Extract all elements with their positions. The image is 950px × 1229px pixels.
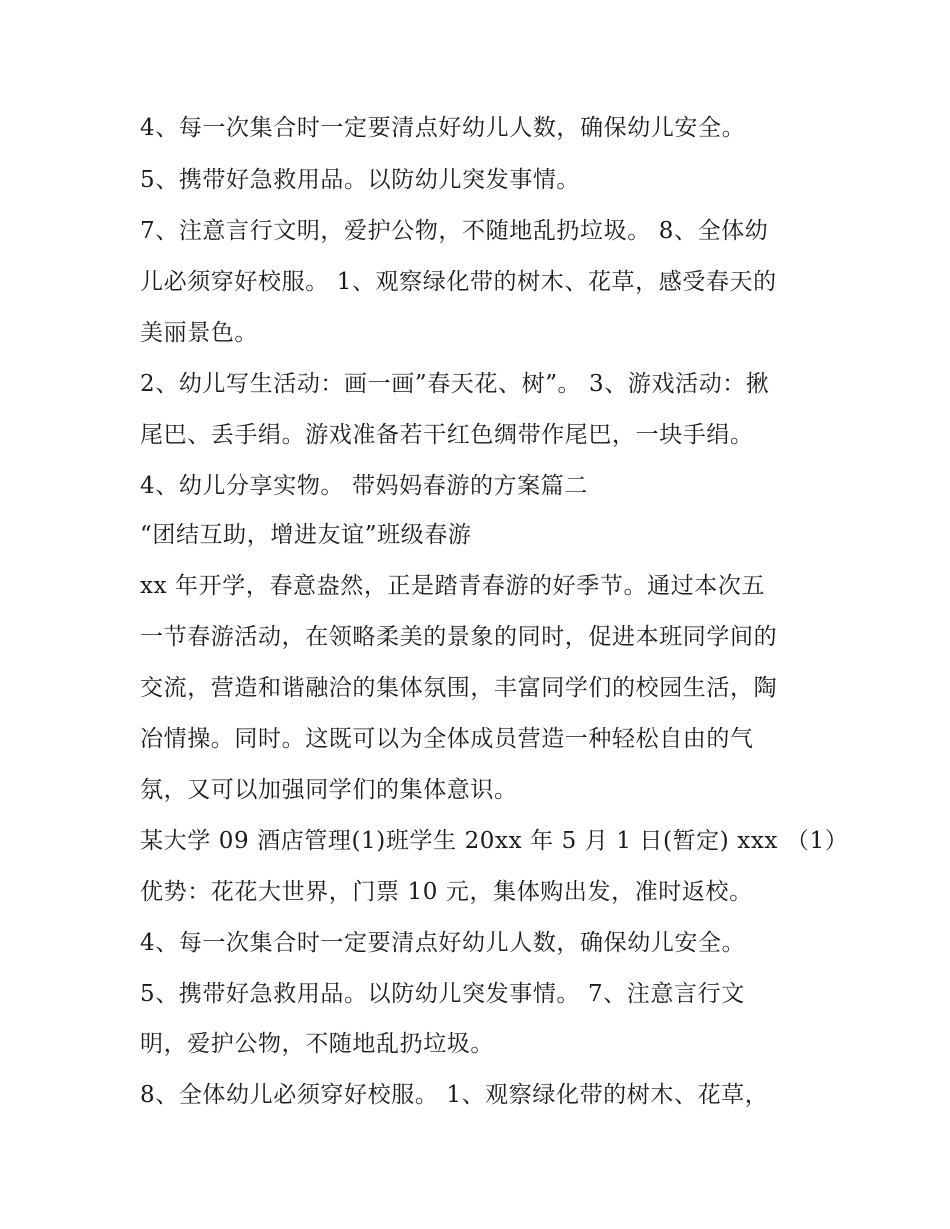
- text-line: 5、携带好急救用品。以防幼儿突发事情。: [140, 167, 581, 193]
- text-line: 某大学 09 酒店管理(1)班学生 20xx 年 5 月 1 日(暂定) xxx （1）: [140, 828, 849, 854]
- text-line: 一节春游活动，在领略柔美的景象的同时，促进本班同学间的: [140, 624, 778, 650]
- text-line: 尾巴、丢手绢。游戏准备若干红色绸带作尾巴，一块手绢。: [140, 422, 754, 448]
- text-line: 交流，营造和谐融洽的集体氛围，丰富同学们的校园生活，陶: [140, 675, 778, 701]
- text-line: 优势：花花大世界，门票 10 元，集体购出发，准时返校。: [140, 879, 753, 905]
- text-line: 4、每一次集合时一定要清点好幼儿人数，确保幼儿安全。: [140, 930, 746, 956]
- text-line: xx 年开学，春意盎然，正是踏青春游的好季节。通过本次五: [140, 573, 766, 599]
- text-line: 5、携带好急救用品。以防幼儿突发事情。 7、注意言行文: [140, 981, 745, 1007]
- text-line: 冶情操。同时。这既可以为全体成员营造一种轻松自由的气: [140, 726, 754, 752]
- text-line: 氛，又可以加强同学们的集体意识。: [140, 777, 518, 803]
- section-heading: “团结互助，增进友谊”班级春游: [140, 522, 472, 548]
- text-line: 美丽景色。: [140, 320, 258, 346]
- text-line: 4、每一次集合时一定要清点好幼儿人数，确保幼儿安全。: [140, 115, 746, 141]
- text-line: 8、全体幼儿必须穿好校服。 1、观察绿化带的树木、花草，: [140, 1082, 769, 1108]
- text-line: 2、幼儿写生活动：画一画”春天花、树”。 3、游戏活动：揪: [140, 371, 770, 397]
- text-line: 4、幼儿分享实物。 带妈妈春游的方案篇二: [140, 473, 588, 499]
- text-line: 7、注意言行文明，爱护公物，不随地乱扔垃圾。 8、全体幼: [140, 218, 769, 244]
- text-line: 儿必须穿好校服。 1、观察绿化带的树木、花草，感受春天的: [140, 269, 777, 295]
- text-line: 明，爱护公物，不随地乱扔垃圾。: [140, 1031, 494, 1057]
